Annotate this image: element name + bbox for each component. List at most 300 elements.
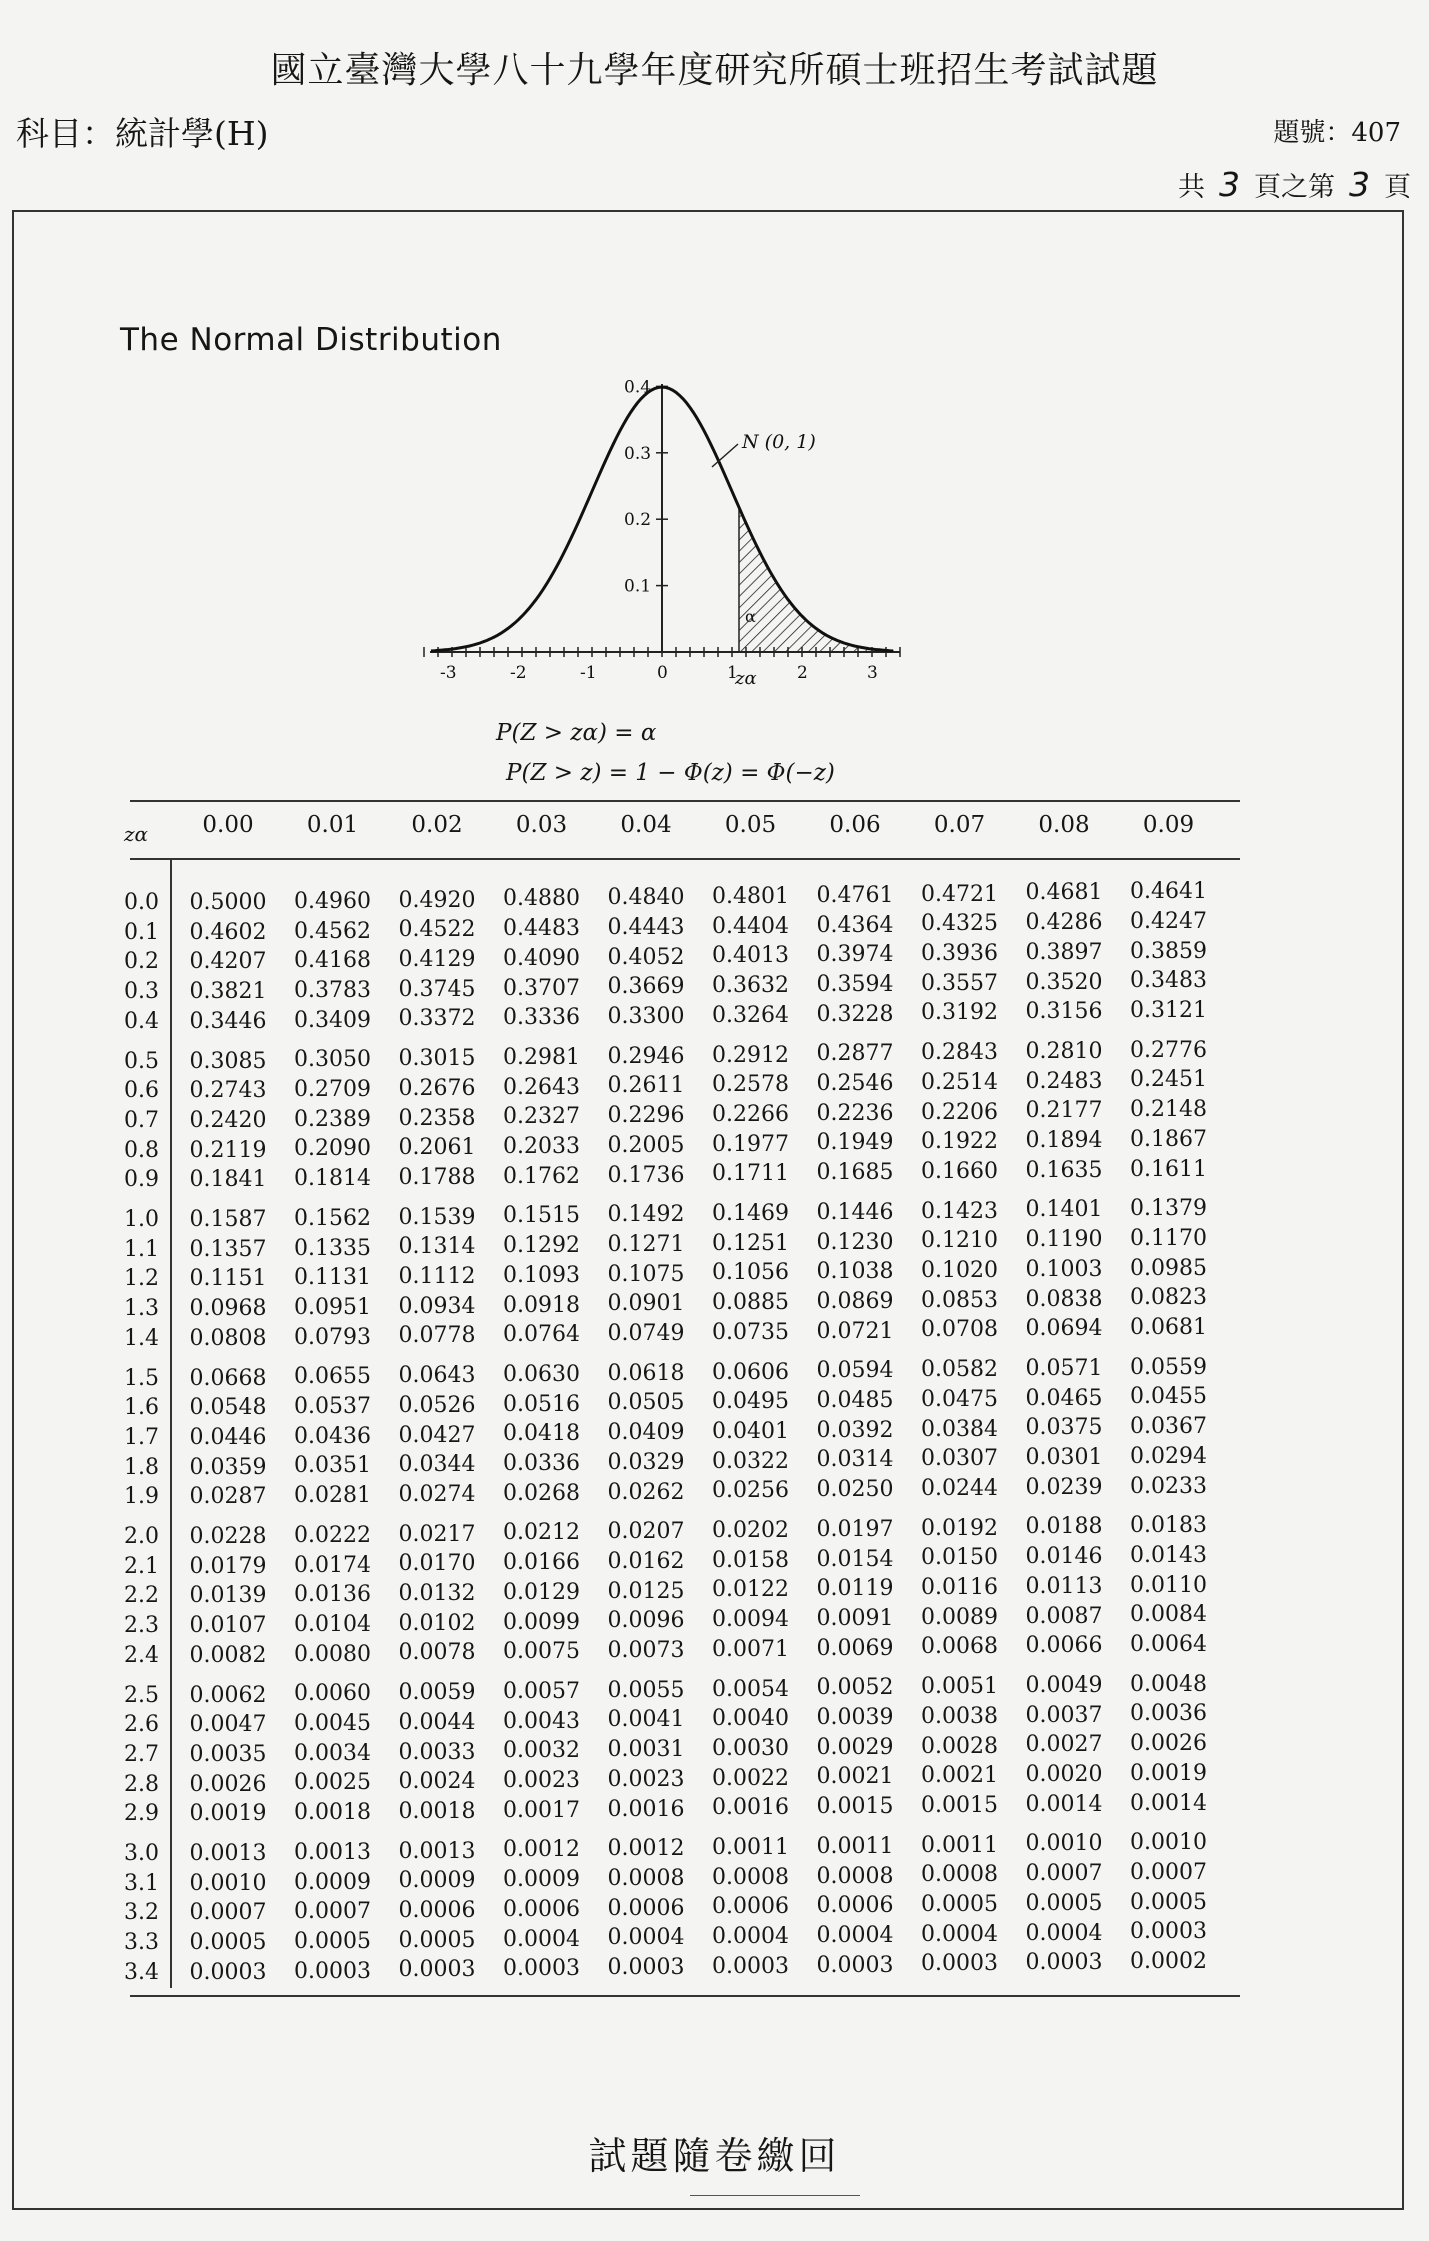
table-cell: 0.0681: [1130, 1315, 1207, 1340]
table-cell: 0.0256: [712, 1478, 789, 1504]
table-cell: 0.0655: [294, 1364, 371, 1390]
column-header: 0.01: [306, 812, 359, 838]
alpha-label: α: [745, 607, 756, 626]
table-cell: 0.0003: [607, 1955, 685, 1980]
row-z-value: 1.3: [124, 1296, 159, 1322]
table-cell: 0.0039: [816, 1705, 894, 1730]
table-cell: 0.0008: [607, 1865, 685, 1891]
y-tick-label: 0.1: [624, 576, 652, 597]
table-cell: 0.0003: [1130, 1919, 1207, 1945]
table-cell: 0.0026: [189, 1771, 267, 1797]
table-cell: 0.0048: [1130, 1671, 1207, 1697]
row-z-value: 2.7: [124, 1741, 159, 1767]
table-cell: 0.2119: [189, 1137, 267, 1163]
table-cell: 0.3594: [816, 971, 894, 997]
table-cell: 0.3557: [921, 970, 998, 996]
table-cell: 0.2877: [816, 1041, 894, 1067]
table-cell: 0.0125: [607, 1578, 685, 1604]
table-cell: 0.0006: [816, 1893, 894, 1919]
table-cell: 0.0606: [712, 1359, 789, 1385]
table-cell: 0.0015: [816, 1794, 894, 1820]
table-cell: 0.1093: [503, 1262, 580, 1288]
row-z-value: 1.9: [124, 1484, 159, 1510]
table-cell: 0.0016: [712, 1795, 789, 1821]
table-cell: 0.0985: [1130, 1255, 1207, 1281]
table-cell: 0.0212: [503, 1520, 580, 1546]
table-cell: 0.2709: [294, 1077, 371, 1102]
table-cell: 0.0107: [189, 1613, 267, 1639]
table-cell: 0.4920: [398, 887, 476, 913]
table-cell: 0.1539: [398, 1204, 476, 1230]
table-cell: 0.0055: [607, 1677, 685, 1703]
row-z-value: 3.4: [124, 1959, 159, 1985]
table-cell: 0.1867: [1130, 1126, 1207, 1152]
table-cell: 0.2177: [1025, 1098, 1103, 1124]
table-cell: 0.0119: [816, 1576, 894, 1602]
table-cell: 0.0764: [503, 1322, 580, 1348]
row-z-value: 1.5: [124, 1365, 159, 1391]
table-cell: 0.2483: [1025, 1068, 1103, 1094]
table-cell: 0.3050: [294, 1047, 371, 1073]
table-cell: 0.2514: [921, 1069, 998, 1095]
table-cell: 0.0004: [1025, 1920, 1103, 1946]
table-cell: 0.2236: [816, 1100, 894, 1126]
table-cell: 0.0495: [712, 1389, 789, 1415]
table-cell: 0.0096: [607, 1608, 685, 1634]
column-header: 0.07: [933, 812, 986, 838]
table-cell: 0.3300: [607, 1004, 685, 1029]
table-cell: 0.3483: [1130, 968, 1207, 994]
table-cell: 0.0281: [294, 1483, 371, 1509]
table-cell: 0.0082: [189, 1642, 267, 1668]
table-cell: 0.1038: [816, 1259, 894, 1285]
table-cell: 0.0019: [1130, 1760, 1207, 1786]
table-cell: 0.0032: [503, 1738, 580, 1764]
figure-title: The Normal Distribution: [120, 322, 502, 358]
table-cell: 0.0016: [607, 1796, 685, 1822]
table-cell: 0.0078: [398, 1640, 476, 1666]
table-cell: 0.0025: [294, 1770, 371, 1796]
table-cell: 0.0102: [398, 1610, 476, 1636]
table-cell: 0.0559: [1130, 1354, 1207, 1380]
table-cell: 0.0005: [921, 1892, 998, 1917]
table-cell: 0.3821: [189, 979, 267, 1005]
table-cell: 0.4168: [294, 948, 371, 974]
table-cell: 0.0023: [607, 1766, 685, 1792]
table-cell: 0.4681: [1025, 880, 1103, 906]
curve-label: N (0, 1): [742, 431, 816, 453]
table-cell: 0.0455: [1130, 1384, 1207, 1410]
table-cell: 0.0080: [294, 1641, 371, 1667]
table-cell: 0.0170: [398, 1551, 476, 1577]
table-cell: 0.0885: [712, 1290, 789, 1316]
table-cell: 0.0017: [503, 1797, 580, 1823]
table-cell: 0.0708: [921, 1317, 998, 1343]
table-cell: 0.0004: [607, 1925, 685, 1951]
table-cell: 0.1611: [1130, 1156, 1207, 1182]
table-cell: 0.0071: [712, 1636, 789, 1662]
table-cell: 0.0007: [294, 1899, 371, 1925]
table-cell: 0.0154: [816, 1546, 894, 1572]
row-z-value: 0.3: [124, 979, 159, 1005]
formula-complement: P(Z > z) = 1 − Φ(z) = Φ(−z): [506, 760, 835, 786]
figure-axes: [430, 384, 900, 652]
table-cell: 0.1112: [398, 1264, 476, 1289]
table-cell: 0.0505: [607, 1390, 685, 1416]
table-cell: 0.0069: [816, 1635, 894, 1661]
table-cell: 0.2148: [1130, 1097, 1207, 1123]
table-cell: 0.3707: [503, 975, 580, 1001]
table-cell: 0.0104: [294, 1611, 371, 1637]
table-cell: 0.0274: [398, 1481, 476, 1507]
table-cell: 0.1814: [294, 1166, 371, 1192]
table-cell: 0.1379: [1130, 1196, 1207, 1222]
table-cell: 0.0006: [503, 1896, 580, 1922]
table-cell: 0.2206: [921, 1099, 998, 1125]
row-z-value: 2.0: [124, 1524, 159, 1549]
table-cell: 0.2676: [398, 1075, 476, 1101]
table-top-rule: [130, 800, 1240, 802]
row-z-value: 2.8: [124, 1771, 159, 1797]
table-cell: 0.0040: [712, 1706, 789, 1732]
table-cell: 0.0003: [398, 1957, 476, 1983]
table-cell: 0.0004: [921, 1921, 998, 1947]
table-cell: 0.1711: [712, 1161, 789, 1187]
table-cell: 0.3859: [1130, 938, 1207, 964]
pages-total: 3: [1219, 165, 1240, 204]
table-cell: 0.3121: [1130, 998, 1207, 1023]
table-cell: 0.4364: [816, 912, 894, 938]
table-cell: 0.3409: [294, 1007, 371, 1033]
row-z-value: 1.6: [124, 1395, 159, 1421]
table-cell: 0.0003: [816, 1952, 894, 1978]
table-cell: 0.0197: [816, 1516, 894, 1542]
table-cell: 0.0044: [398, 1709, 476, 1735]
return-paper-note: 試題隨卷繳回: [588, 2134, 841, 2178]
table-cell: 0.0537: [294, 1394, 371, 1419]
table-cell: 0.0571: [1025, 1355, 1103, 1381]
table-cell: 0.4090: [503, 945, 580, 971]
table-cell: 0.2451: [1130, 1067, 1207, 1093]
x-tick-label: -3: [440, 663, 457, 683]
row-z-value: 2.1: [124, 1553, 159, 1579]
table-cell: 0.0301: [1025, 1445, 1103, 1470]
table-cell: 0.3520: [1025, 969, 1103, 995]
table-cell: 0.1401: [1025, 1197, 1103, 1223]
table-cell: 0.0359: [189, 1454, 267, 1480]
table-cell: 0.0026: [1130, 1731, 1207, 1757]
table-cell: 0.0262: [607, 1479, 685, 1505]
table-cell: 0.0011: [712, 1835, 789, 1860]
table-cell: 0.0202: [712, 1518, 789, 1543]
table-cell: 0.1736: [607, 1162, 685, 1188]
table-cell: 0.2946: [607, 1043, 685, 1069]
column-header: 0.00: [202, 812, 254, 838]
table-cell: 0.1210: [921, 1228, 998, 1254]
table-cell: 0.0793: [294, 1324, 371, 1350]
table-cell: 0.0015: [921, 1792, 998, 1818]
exam-title: 國立臺灣大學八十九學年度研究所碩士班招生考試試題: [270, 50, 1159, 91]
table-cell: 0.0031: [607, 1737, 685, 1763]
table-cell: 0.1587: [189, 1207, 267, 1232]
table-cell: 0.0073: [607, 1638, 685, 1663]
row-z-value: 2.9: [124, 1801, 159, 1827]
table-cell: 0.0075: [503, 1639, 580, 1665]
table-cell: 0.0526: [398, 1392, 476, 1418]
table-cell: 0.0041: [607, 1707, 685, 1733]
table-cell: 0.2296: [607, 1103, 685, 1129]
column-header: 0.02: [411, 812, 463, 838]
table-cell: 0.1949: [816, 1130, 894, 1156]
table-cell: 0.0951: [294, 1294, 371, 1320]
table-cell: 0.3015: [398, 1046, 476, 1072]
table-cell: 0.0294: [1130, 1443, 1207, 1469]
column-header: 0.05: [724, 812, 777, 838]
table-cell: 0.0066: [1025, 1633, 1103, 1659]
table-cell: 0.0375: [1025, 1415, 1103, 1441]
table-cell: 0.2061: [398, 1135, 476, 1161]
table-cell: 0.0582: [921, 1357, 998, 1383]
table-cell: 0.1660: [921, 1158, 998, 1184]
table-cell: 0.0735: [712, 1319, 789, 1345]
table-cell: 0.0233: [1130, 1473, 1207, 1499]
table-cell: 0.1314: [398, 1234, 476, 1260]
table-cell: 0.1251: [712, 1230, 789, 1256]
table-cell: 0.3264: [712, 1002, 789, 1028]
table-cell: 0.0005: [1025, 1890, 1103, 1916]
table-cell: 0.0188: [1025, 1514, 1103, 1540]
table-cell: 0.0116: [921, 1575, 998, 1600]
table-cell: 0.0694: [1025, 1316, 1103, 1342]
table-cell: 0.0485: [816, 1388, 894, 1413]
table-cell: 0.0239: [1025, 1474, 1103, 1500]
table-cell: 0.0034: [294, 1740, 371, 1766]
table-cell: 0.1894: [1025, 1128, 1103, 1153]
row-z-value: 1.0: [124, 1207, 159, 1232]
table-cell: 0.0132: [398, 1581, 476, 1606]
table-cell: 0.0217: [398, 1521, 476, 1547]
table-cell: 0.0007: [1130, 1859, 1207, 1885]
row-z-value: 0.6: [124, 1078, 159, 1104]
table-cell: 0.2643: [503, 1074, 580, 1100]
table-cell: 0.0808: [189, 1325, 267, 1351]
table-cell: 0.0007: [189, 1900, 267, 1926]
pages-middle: 頁之第: [1254, 172, 1335, 203]
table-cell: 0.1788: [398, 1164, 476, 1190]
table-cell: 0.1562: [294, 1205, 371, 1231]
table-cell: 0.0012: [607, 1836, 685, 1862]
table-cell: 0.0036: [1130, 1701, 1207, 1727]
table-cell: 0.0003: [1025, 1950, 1103, 1976]
table-cell: 0.0244: [921, 1475, 998, 1501]
table-cell: 0.0174: [294, 1552, 371, 1578]
y-tick-label: 0.2: [624, 510, 652, 531]
table-cell: 0.0019: [189, 1801, 267, 1827]
table-cell: 0.0162: [607, 1548, 685, 1574]
table-cell: 0.3936: [921, 941, 998, 966]
table-cell: 0.0028: [921, 1733, 998, 1759]
table-cell: 0.0869: [816, 1288, 894, 1314]
row-z-value: 0.0: [124, 890, 159, 915]
table-cell: 0.0052: [816, 1675, 894, 1701]
table-cell: 0.0024: [398, 1769, 476, 1795]
table-cell: 0.0033: [398, 1739, 476, 1765]
row-z-value: 0.9: [124, 1167, 159, 1193]
table-cell: 0.3897: [1025, 939, 1103, 965]
table-cell: 0.0005: [189, 1930, 267, 1956]
table-cell: 0.1357: [189, 1236, 267, 1262]
table-cell: 0.0006: [712, 1894, 789, 1920]
table-cell: 0.0179: [189, 1553, 267, 1579]
table-bottom-rule: [130, 1995, 1240, 1997]
table-cell: 0.0009: [503, 1867, 580, 1893]
table-cell: 0.0003: [189, 1959, 267, 1985]
table-cell: 0.1020: [921, 1258, 998, 1283]
table-cell: 0.0003: [503, 1956, 580, 1982]
table-cell: 0.0062: [189, 1682, 267, 1708]
footer-rule: [690, 2195, 860, 2196]
table-cell: 0.0934: [398, 1293, 476, 1319]
table-cell: 0.2033: [503, 1134, 580, 1159]
page-count: [1178, 165, 1411, 204]
table-z-divider: [170, 860, 172, 1988]
table-cell: 0.0011: [921, 1832, 998, 1858]
table-cell: 0.0023: [503, 1768, 580, 1793]
table-cell: 0.4483: [503, 916, 580, 942]
table-cell: 0.0013: [294, 1839, 371, 1865]
table-cell: 0.0322: [712, 1448, 789, 1474]
table-cell: 0.0427: [398, 1422, 476, 1448]
table-cell: 0.3085: [189, 1048, 267, 1074]
table-cell: 0.0129: [503, 1579, 580, 1605]
table-cell: 0.0307: [921, 1446, 998, 1472]
table-cell: 0.0068: [921, 1634, 998, 1660]
table-cell: 0.0901: [607, 1291, 685, 1317]
row-z-value: 2.2: [124, 1583, 159, 1609]
table-cell: 0.1423: [921, 1198, 998, 1224]
table-cell: 0.0005: [1130, 1889, 1207, 1915]
row-z-value: 1.8: [124, 1454, 159, 1480]
table-cell: 0.0059: [398, 1680, 476, 1706]
row-z-value: 1.7: [124, 1424, 159, 1450]
table-cell: 0.0004: [816, 1922, 894, 1948]
table-cell: 0.0009: [398, 1868, 476, 1894]
table-cell: 0.0158: [712, 1547, 789, 1573]
column-header: 0.04: [620, 812, 672, 838]
table-cell: 0.2810: [1025, 1038, 1103, 1064]
table-cell: 0.0643: [398, 1363, 476, 1389]
table-cell: 0.0150: [921, 1545, 998, 1571]
table-cell: 0.2005: [607, 1132, 685, 1158]
table-cell: 0.0207: [607, 1519, 685, 1545]
table-cell: 0.4801: [712, 884, 789, 909]
table-cell: 0.4840: [607, 885, 685, 911]
table-cell: 0.0630: [503, 1361, 580, 1387]
table-cell: 0.0183: [1130, 1513, 1207, 1539]
table-cell: 0.0749: [607, 1321, 685, 1346]
table-cell: 0.0475: [921, 1386, 998, 1412]
table-cell: 0.2389: [294, 1106, 371, 1132]
table-cell: 0.0049: [1025, 1672, 1103, 1698]
table-cell: 0.0465: [1025, 1385, 1103, 1411]
table-cell: 0.0004: [712, 1924, 789, 1950]
table-cell: 0.4641: [1130, 879, 1207, 905]
table-cell: 0.0010: [1130, 1830, 1207, 1856]
table-cell: 0.0008: [816, 1863, 894, 1889]
table-cell: 0.0029: [816, 1734, 894, 1760]
x-tick-label: 0: [657, 663, 668, 683]
table-cell: 0.0918: [503, 1292, 580, 1318]
table-cell: 0.0143: [1130, 1542, 1207, 1568]
table-cell: 0.5000: [189, 890, 267, 915]
table-cell: 0.0336: [503, 1451, 580, 1476]
table-cell: 0.0838: [1025, 1286, 1103, 1312]
table-cell: 0.0089: [921, 1604, 998, 1630]
row-z-value: 0.7: [124, 1107, 159, 1133]
table-cell: 0.0250: [816, 1477, 894, 1503]
table-cell: 0.0008: [712, 1864, 789, 1890]
table-cell: 0.0401: [712, 1418, 789, 1444]
table-cell: 0.0594: [816, 1358, 894, 1384]
table-cell: 0.3669: [607, 974, 685, 1000]
table-cell: 0.0113: [1025, 1573, 1103, 1599]
table-cell: 0.0002: [1130, 1949, 1207, 1974]
row-z-value: 3.2: [124, 1900, 159, 1926]
table-cell: 0.4129: [398, 947, 476, 972]
table-cell: 0.2358: [398, 1105, 476, 1131]
table-cell: 0.0351: [294, 1453, 371, 1479]
column-header: 0.06: [829, 812, 881, 838]
table-cell: 0.1151: [189, 1266, 267, 1292]
z-alpha-label: zα: [735, 668, 757, 689]
table-cell: 0.0091: [816, 1605, 894, 1631]
table-cell: 0.0087: [1025, 1603, 1103, 1629]
table-cell: 0.0047: [189, 1712, 267, 1738]
x-tick-label: 3: [867, 663, 878, 683]
table-cell: 0.1271: [607, 1231, 685, 1257]
table-cell: 0.0045: [294, 1711, 371, 1736]
table-cell: 0.3372: [398, 1006, 476, 1032]
table-cell: 0.0099: [503, 1609, 580, 1635]
table-cell: 0.1515: [503, 1203, 580, 1229]
row-z-value: 0.4: [124, 1008, 159, 1034]
table-cell: 0.0006: [607, 1895, 685, 1921]
row-z-value: 2.3: [124, 1613, 159, 1639]
table-cell: 0.0618: [607, 1360, 685, 1386]
table-cell: 0.1190: [1025, 1227, 1103, 1253]
table-cell: 0.0436: [294, 1423, 371, 1449]
table-cell: 0.0005: [294, 1928, 371, 1954]
table-cell: 0.0287: [189, 1484, 267, 1510]
row-z-value: 0.8: [124, 1137, 159, 1163]
table-cell: 0.0010: [1025, 1831, 1103, 1857]
table-cell: 0.4286: [1025, 910, 1103, 936]
table-cell: 0.1492: [607, 1202, 685, 1228]
table-cell: 0.2843: [921, 1040, 998, 1066]
table-cell: 0.1762: [503, 1163, 580, 1189]
table-cell: 0.0043: [503, 1708, 580, 1734]
table-cell: 0.0022: [712, 1765, 789, 1791]
table-cell: 0.0136: [294, 1582, 371, 1608]
table-cell: 0.1977: [712, 1131, 789, 1157]
table-cell: 0.0037: [1025, 1702, 1103, 1728]
table-cell: 0.0014: [1025, 1791, 1103, 1817]
table-cell: 0.0721: [816, 1318, 894, 1344]
row-z-value: 0.1: [124, 919, 159, 945]
row-z-value: 1.1: [124, 1236, 159, 1262]
row-z-value: 2.5: [124, 1682, 159, 1708]
table-cell: 0.1003: [1025, 1256, 1103, 1282]
